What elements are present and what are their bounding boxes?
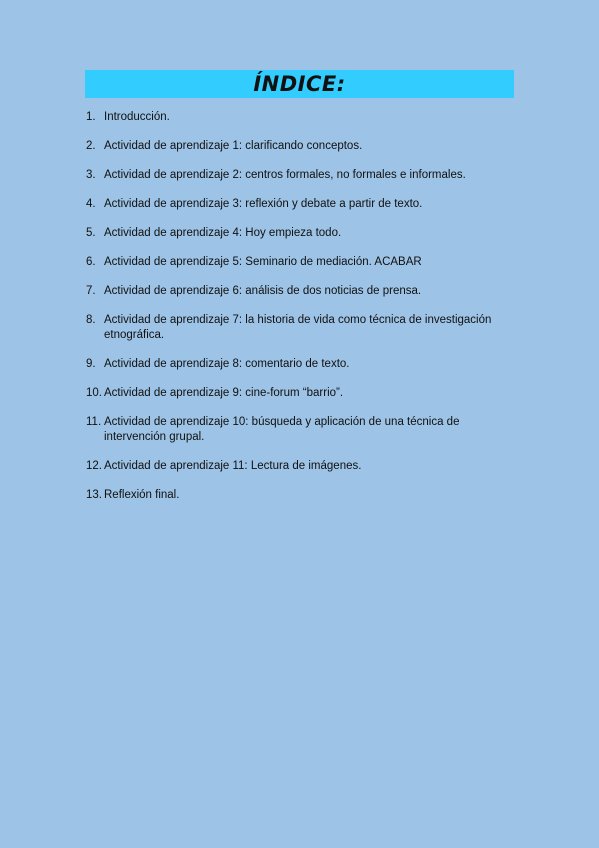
toc-item-number: 3. [86,169,96,181]
toc-item [86,284,516,299]
toc-item-number: 4. [86,198,96,210]
toc-item-number: 8. [86,314,96,326]
toc-item-number: 5. [86,227,96,239]
toc-item-number: 13. [86,489,102,501]
toc-item [86,313,516,343]
toc-item [86,226,516,241]
toc-item-text: Actividad de aprendizaje 8: comentario de texto. [104,358,350,370]
toc-item-text: Reflexión final. [104,489,180,501]
toc-item-text: Actividad de aprendizaje 10: búsqueda y aplicación de una técnica de intervención grupal. [104,416,460,443]
toc-item-text: Actividad de aprendizaje 7: la historia de vida como técnica de investigación etnográfica. [104,314,492,341]
toc-item-text: Introducción. [104,111,170,123]
toc-item [86,357,516,372]
toc-item-number: 2. [86,140,96,152]
toc-item-text: Actividad de aprendizaje 4: Hoy empieza todo. [104,227,342,239]
toc-item-text: Actividad de aprendizaje 3: reflexión y debate a partir de texto. [104,198,423,210]
toc-item-number: 6. [86,256,96,268]
toc-item [86,110,516,125]
toc-item [86,139,516,154]
toc-item-number: 11. [86,416,102,428]
toc-item-number: 1. [86,111,96,123]
toc-item [86,415,516,445]
toc-item [86,459,516,474]
toc-item-text: Actividad de aprendizaje 1: clarificando conceptos. [104,140,363,152]
toc-item-number: 7. [86,285,96,297]
toc-item [86,488,516,503]
toc-item [86,168,516,183]
title-banner [85,70,514,98]
toc-item-number: 12. [86,460,102,472]
toc-item-text: Actividad de aprendizaje 6: análisis de dos noticias de prensa. [104,285,422,297]
toc-item-number: 10. [86,387,102,399]
toc-item-text: Actividad de aprendizaje 5: Seminario de mediación. ACABAR [104,256,422,268]
toc-item-text: Actividad de aprendizaje 2: centros formales, no formales e informales. [104,169,466,181]
toc-item [86,255,516,270]
toc-item-text: Actividad de aprendizaje 11: Lectura de imágenes. [104,460,362,472]
toc-item [86,386,516,401]
page-title: ÍNDICE: [253,72,346,96]
toc-item [86,197,516,212]
table-of-contents [86,110,516,517]
toc-item-text: Actividad de aprendizaje 9: cine-forum “barrio”. [104,387,344,399]
toc-item-number: 9. [86,358,96,370]
